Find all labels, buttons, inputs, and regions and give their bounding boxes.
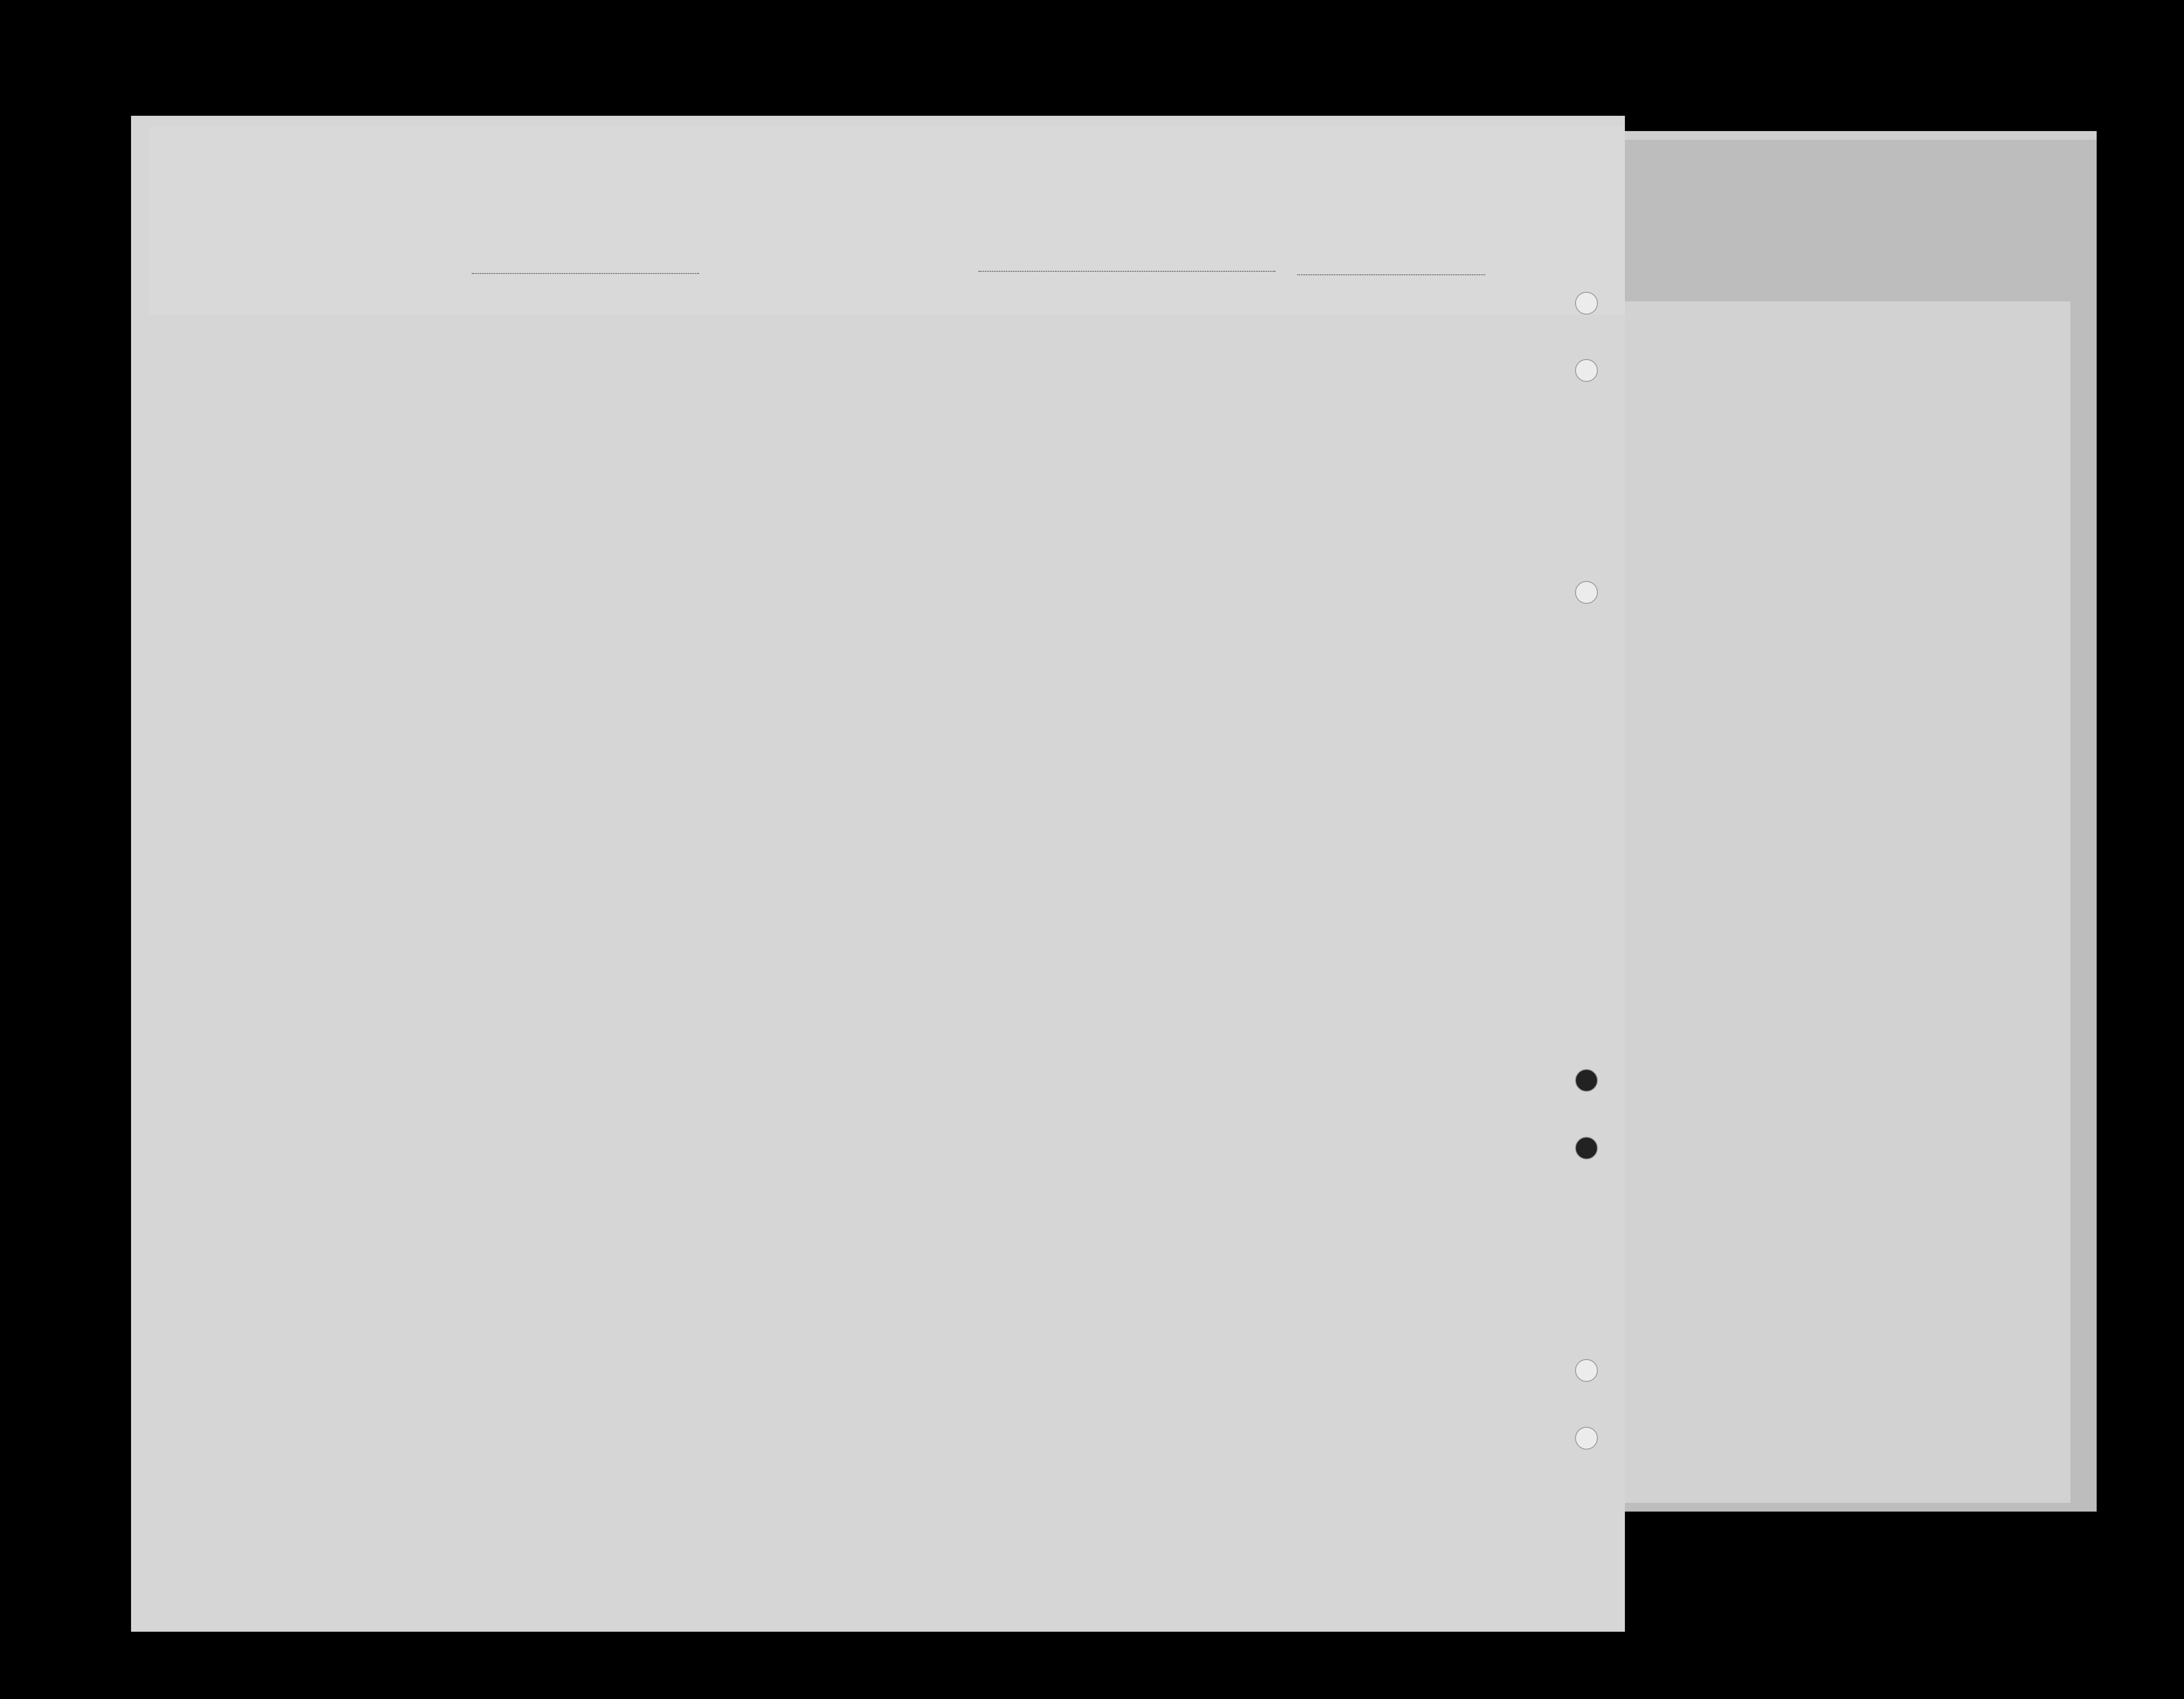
punch-hole <box>1575 1427 1598 1450</box>
punch-hole <box>1575 581 1598 604</box>
punch-hole <box>1575 292 1598 315</box>
sailing-date-stamp <box>1297 274 1485 275</box>
punch-hole <box>1575 359 1598 382</box>
ship-name <box>472 273 699 274</box>
punch-hole <box>1575 1069 1598 1092</box>
header-married <box>627 393 645 463</box>
sailing-port <box>978 271 1275 272</box>
punch-hole <box>1575 1137 1598 1159</box>
punch-hole <box>1575 1359 1598 1382</box>
